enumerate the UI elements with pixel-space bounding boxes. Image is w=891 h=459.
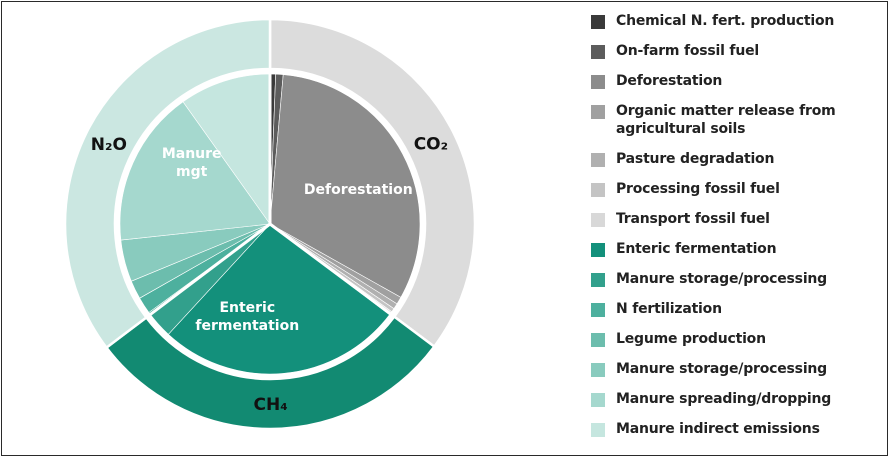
legend-swatch xyxy=(591,243,605,257)
legend-item xyxy=(591,390,886,420)
inner-label-manure-mgt: Manure mgt xyxy=(161,145,222,180)
legend-swatch xyxy=(591,15,605,29)
outer-label-1: CH₄ xyxy=(253,394,288,415)
legend-item xyxy=(591,300,886,330)
legend-label: Manure storage/processing xyxy=(616,271,828,287)
legend xyxy=(591,12,886,450)
legend-swatch xyxy=(591,75,605,89)
legend-label: Processing fossil fuel xyxy=(616,181,780,197)
inner-label-deforestation: Deforestation xyxy=(303,181,413,198)
legend-swatch xyxy=(591,423,605,437)
legend-item xyxy=(591,12,886,42)
donut-chart xyxy=(2,2,592,457)
legend-swatch xyxy=(591,363,605,377)
legend-label: Organic matter release from agricultural soils xyxy=(616,103,836,137)
legend-item xyxy=(591,150,886,180)
legend-item xyxy=(591,240,886,270)
inner-label-enteric-fermentation: Enteric fermentation xyxy=(195,300,300,335)
outer-label-2: N₂O xyxy=(90,134,127,155)
legend-swatch xyxy=(591,153,605,167)
legend-label: Manure storage/processing xyxy=(616,361,828,377)
outer-label-0: CO₂ xyxy=(413,134,449,155)
legend-swatch xyxy=(591,273,605,287)
legend-item xyxy=(591,42,886,72)
legend-swatch xyxy=(591,213,605,227)
legend-swatch xyxy=(591,105,605,119)
legend-swatch xyxy=(591,303,605,317)
chart-frame xyxy=(1,1,888,456)
legend-label: Transport fossil fuel xyxy=(616,211,770,227)
legend-item xyxy=(591,72,886,102)
legend-swatch xyxy=(591,45,605,59)
legend-label: Manure indirect emissions xyxy=(616,421,820,437)
legend-swatch xyxy=(591,393,605,407)
legend-label: N fertilization xyxy=(616,301,722,317)
legend-item xyxy=(591,180,886,210)
legend-swatch xyxy=(591,333,605,347)
legend-item xyxy=(591,210,886,240)
legend-label: Pasture degradation xyxy=(616,151,775,167)
legend-label: Chemical N. fert. production xyxy=(616,13,835,29)
legend-swatch xyxy=(591,183,605,197)
legend-label: Manure spreading/dropping xyxy=(616,391,832,407)
legend-label: Legume production xyxy=(616,331,766,347)
legend-item xyxy=(591,330,886,360)
legend-label: Enteric fermentation xyxy=(616,241,777,257)
legend-item xyxy=(591,102,886,150)
legend-label: On-farm fossil fuel xyxy=(616,43,759,59)
legend-item xyxy=(591,360,886,390)
legend-item xyxy=(591,270,886,300)
legend-item xyxy=(591,420,886,450)
legend-label: Deforestation xyxy=(616,73,723,89)
